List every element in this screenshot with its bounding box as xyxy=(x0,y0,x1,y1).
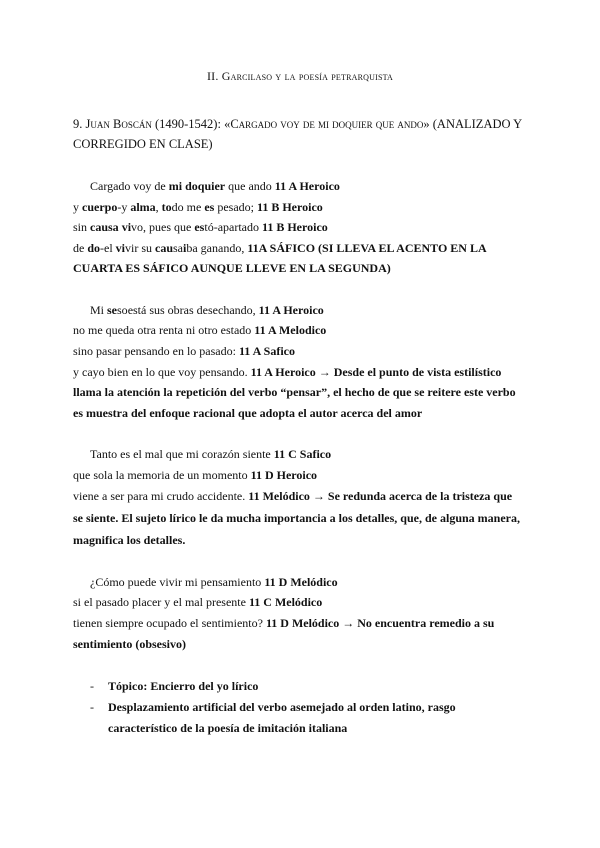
text: si el pasado placer y el mal presente xyxy=(73,595,249,609)
text: está sus obras desechando, xyxy=(127,303,259,317)
text: sino pasar pensando en lo pasado: xyxy=(73,344,239,358)
title-years: (1490-1542): xyxy=(151,117,225,131)
stanza3-line1 xyxy=(90,446,331,462)
text: sin xyxy=(73,220,91,234)
text: de xyxy=(73,241,88,255)
text: ¿Cómo puede vivir mi pensamiento xyxy=(90,575,265,589)
stressed: causa xyxy=(90,220,119,234)
text: y xyxy=(73,200,82,214)
text: vir su xyxy=(125,241,156,255)
meter-label: 11 A Melodico xyxy=(254,323,327,337)
text: Cargado voy de xyxy=(90,179,169,193)
stanza4-line2 xyxy=(73,594,322,610)
text: ba ganando, xyxy=(186,241,248,255)
stanza2-line1 xyxy=(90,302,324,318)
stanza3-note-line1: se siente. El sujeto lírico le da mucha importancia a los detalles, que, de alguna manera, xyxy=(73,511,520,525)
text: viene a ser para mi crudo accidente. xyxy=(73,489,249,503)
poem-title xyxy=(73,114,533,154)
title-note: (ANALIZADO Y CORREGIDO EN CLASE) xyxy=(73,117,522,151)
stanza1-note: CUARTA ES SÁFICO AUNQUE LLEVE EN LA SEGUNDA) xyxy=(73,261,391,275)
meter-label: 11 D Heroico xyxy=(250,468,318,482)
stanza1-line3 xyxy=(73,219,328,235)
meter-label: 11 B Heroico xyxy=(257,200,323,214)
text: so xyxy=(117,303,128,317)
bullet-marker: - xyxy=(90,700,94,714)
text: vo, pues que xyxy=(131,220,195,234)
stanza2-line4 xyxy=(73,364,501,380)
meter-label: 11 A Heroico xyxy=(274,179,340,193)
stressed: do xyxy=(87,241,101,255)
stanza1-line2 xyxy=(73,199,323,215)
meter-label: 11 Melódico → Se redunda acerca de la tristeza que xyxy=(248,489,513,503)
text: do me xyxy=(171,200,205,214)
stanza2-line3 xyxy=(73,343,295,359)
stressed: cau xyxy=(155,241,174,255)
meter-label: 11 A Heroico xyxy=(258,303,324,317)
stanza1-line4 xyxy=(73,240,487,256)
text: Mi xyxy=(90,303,108,317)
stressed: mi xyxy=(168,179,183,193)
stanza2-note-line1: llama la atención la repetición del verbo “pensar”, el hecho de que se reitere este verbo xyxy=(73,385,516,399)
stressed: vi xyxy=(115,241,126,255)
stanza2-line2 xyxy=(73,322,326,338)
text: y cayo bien en lo que voy pensando. xyxy=(73,365,251,379)
meter-label: 11 B Heroico xyxy=(262,220,328,234)
stressed: se xyxy=(107,303,118,317)
stressed: alma xyxy=(130,200,156,214)
title-author: 9. Juan Boscán xyxy=(73,117,152,131)
stressed: cuerpo xyxy=(82,200,118,214)
text: tienen siempre ocupado el sentimiento? xyxy=(73,616,266,630)
text: no me queda otra renta ni otro estado xyxy=(73,323,255,337)
stressed: to xyxy=(161,200,172,214)
stanza4-line3 xyxy=(73,615,494,631)
text: -el xyxy=(100,241,116,255)
stanza2-note-line2: es muestra del enfoque racional que adopta el autor acerca del amor xyxy=(73,406,423,420)
text: sa xyxy=(173,241,184,255)
stanza3-line2 xyxy=(73,467,317,483)
text: que ando xyxy=(225,179,275,193)
bullet-topic: Tópico: Encierro del yo lírico xyxy=(108,679,259,693)
stanza1-line1 xyxy=(90,178,340,194)
meter-label: 11 C Safico xyxy=(273,447,332,461)
text: , xyxy=(155,200,162,214)
meter-label: 11 C Melódico xyxy=(248,595,323,609)
stressed: vi xyxy=(121,220,132,234)
stanza3-line3 xyxy=(73,488,512,504)
text: tó-apartado xyxy=(204,220,262,234)
bullet-continuation: característico de la poesía de imitación italiana xyxy=(108,721,348,735)
stanza4-note: sentimiento (obsesivo) xyxy=(73,637,186,651)
stressed: es xyxy=(194,220,205,234)
text: pesado; xyxy=(214,200,257,214)
meter-label: 11 A Safico xyxy=(238,344,295,358)
section-header: II. Garcilaso y la poesía petrarquista xyxy=(206,69,394,83)
stressed: i xyxy=(183,241,187,255)
text: Tanto es el mal que mi corazón siente xyxy=(90,447,274,461)
bullet-verb-displacement: Desplazamiento artificial del verbo asemejado al orden latino, rasgo xyxy=(108,700,456,714)
meter-label: 11 A Heroico → Desde el punto de vista estilístico xyxy=(250,365,502,379)
text: -y xyxy=(117,200,131,214)
stanza3-note-line2: magnifica los detalles. xyxy=(73,533,186,547)
text: que sola la memoria de un momento xyxy=(73,468,251,482)
stressed: doquier xyxy=(185,179,226,193)
stressed: es xyxy=(204,200,215,214)
meter-label: 11 D Melódico → No encuentra remedio a su xyxy=(265,616,495,630)
stanza4-line1 xyxy=(90,574,338,590)
bullet-marker: - xyxy=(90,679,94,693)
meter-label: 11A SÁFICO (SI LLEVA EL ACENTO EN LA xyxy=(247,241,487,255)
meter-label: 11 D Melódico xyxy=(264,575,338,589)
title-poem: «Cargado voy de mi doquier que ando» xyxy=(224,117,430,131)
